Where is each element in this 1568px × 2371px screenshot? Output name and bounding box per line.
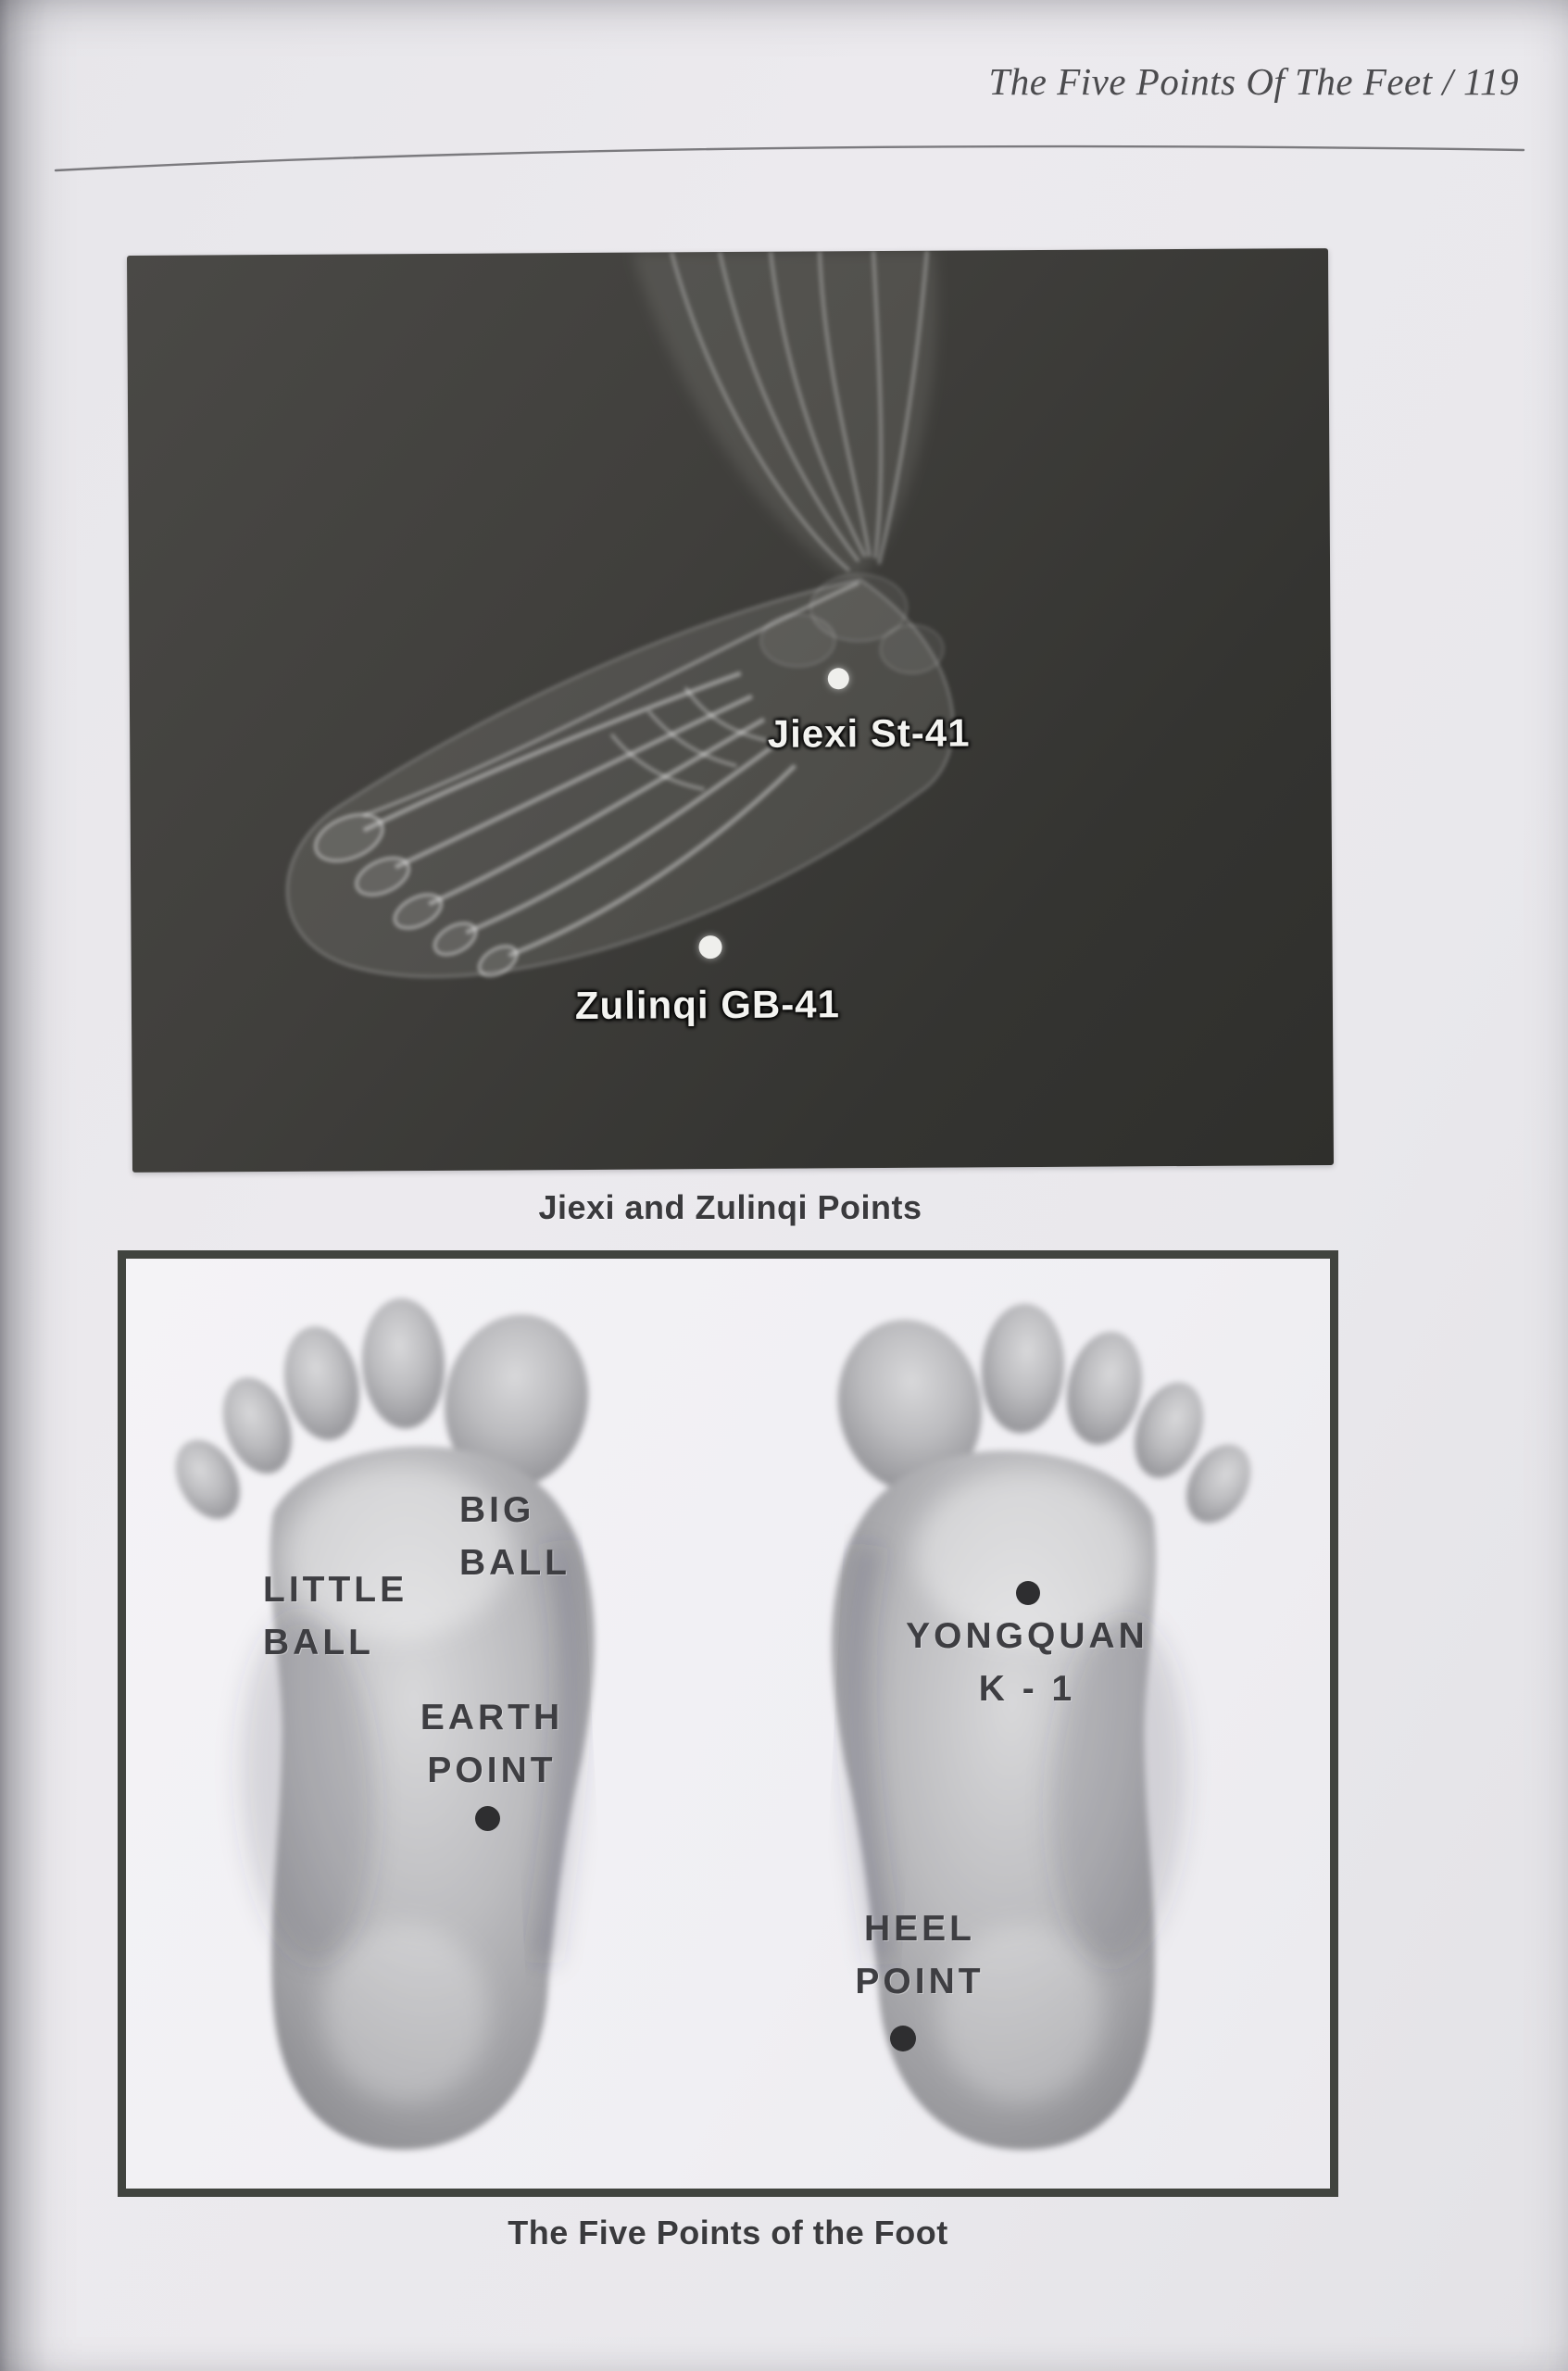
running-header: The Five Points Of The Feet / 119 xyxy=(988,60,1519,103)
zulinqi-point-marker xyxy=(698,935,721,959)
earth-point-label xyxy=(376,1692,608,1797)
yongquan-point-marker xyxy=(1016,1581,1040,1605)
little-ball-label xyxy=(263,1564,408,1669)
little-ball-line1: LITTLE xyxy=(263,1570,408,1610)
figure1-caption: Jiexi and Zulinqi Points xyxy=(538,1188,922,1226)
yongquan-label xyxy=(874,1611,1180,1715)
heel-point-marker xyxy=(890,2026,916,2051)
yongquan-line1: YONGQUAN xyxy=(906,1616,1148,1656)
xray-foot-illustration xyxy=(127,248,1334,1173)
jiexi-label: Jiexi St-41 xyxy=(767,710,971,756)
zulinqi-label: Zulinqi GB-41 xyxy=(574,982,841,1028)
big-ball-line1: BIG xyxy=(459,1490,535,1530)
figure2-caption: The Five Points of the Foot xyxy=(508,2214,948,2252)
heel-point-label xyxy=(804,1903,1035,2008)
big-ball-label xyxy=(459,1485,571,1589)
earth-point-marker xyxy=(475,1806,500,1831)
header-rule xyxy=(51,128,1528,183)
page-edge-shadow xyxy=(0,0,48,2371)
earth-point-line2: POINT xyxy=(427,1750,557,1790)
earth-point-line1: EARTH xyxy=(420,1698,564,1737)
jiexi-point-marker xyxy=(828,668,849,689)
xray-figure xyxy=(127,248,1334,1173)
little-ball-line2: BALL xyxy=(263,1622,374,1662)
heel-point-line1: HEEL xyxy=(863,1909,975,1949)
heel-point-line2: POINT xyxy=(855,1961,985,2001)
right-sole-illustration xyxy=(762,1264,1316,2184)
big-ball-line2: BALL xyxy=(459,1542,571,1583)
yongquan-line2: K - 1 xyxy=(978,1668,1076,1709)
five-points-figure xyxy=(118,1250,1338,2197)
